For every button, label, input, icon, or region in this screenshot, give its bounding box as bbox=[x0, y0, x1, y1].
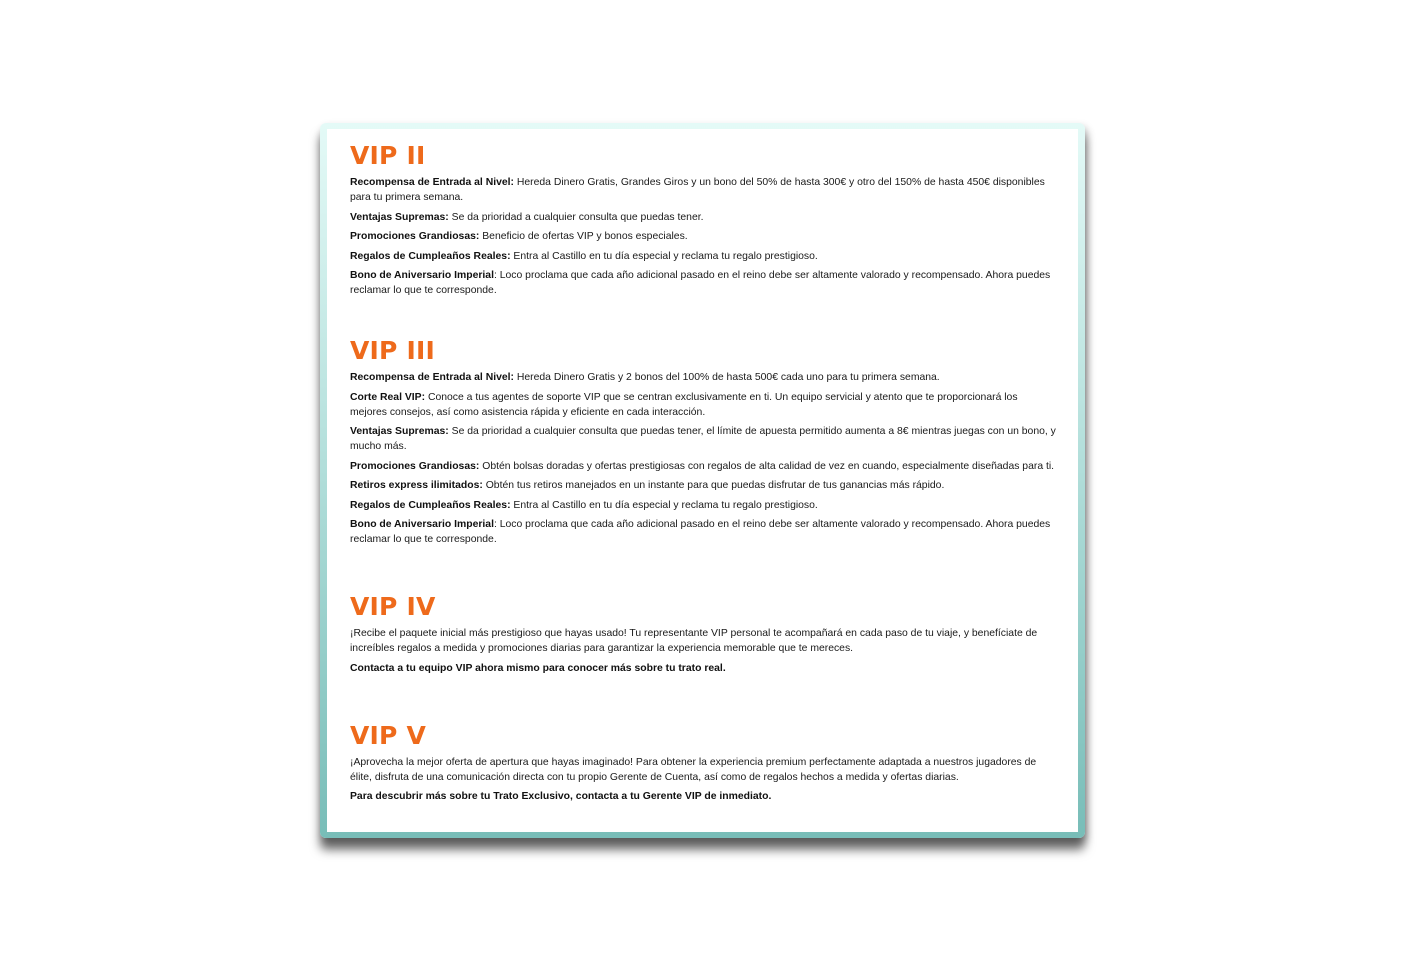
benefit-label: Recompensa de Entrada al Nivel: bbox=[350, 177, 514, 188]
benefit-item bbox=[350, 498, 1056, 513]
benefit-label: Promociones Grandiosas: bbox=[350, 460, 480, 472]
vip-v-title: VIP V bbox=[350, 720, 427, 750]
benefit-text: Se da prioridad a cualquier consulta que puedas tener, el límite de apuesta permitido aumenta a 8€ mientras juegas con un bono, y mucho más. bbox=[350, 426, 1056, 452]
benefit-label: Regalos de Cumpleaños Reales: bbox=[350, 250, 511, 262]
benefit-item bbox=[350, 370, 1056, 385]
vip-ii-section bbox=[350, 141, 1056, 298]
benefit-label: Regalos de Cumpleaños Reales: bbox=[350, 499, 511, 511]
vip-iv-title: VIP IV bbox=[350, 592, 436, 621]
benefit-text: Obtén bolsas doradas y ofertas prestigiosas con regalos de alta calidad de vez en cuando, especialmente diseñadas para ti. bbox=[479, 460, 1055, 472]
benefit-item bbox=[350, 390, 1056, 420]
benefit-text: : Loco proclama que cada año adicional pasado en el reino debe ser altamente valorado y recompensado. Ahora puedes reclamar lo que te corresponde. bbox=[350, 270, 1051, 296]
benefit-label: Recompensa de Entrada al Nivel: bbox=[350, 372, 514, 383]
vip-iv-cta: Contacta a tu equipo VIP ahora mismo para conocer más sobre tu trato real. bbox=[350, 662, 726, 674]
benefit-item bbox=[350, 517, 1056, 547]
vip-levels-panel bbox=[327, 129, 1078, 832]
benefit-label: Bono de Aniversario Imperial bbox=[350, 270, 494, 281]
vip-ii-title: VIP II bbox=[350, 141, 426, 170]
benefit-text: Beneficio de ofertas VIP y bonos especiales. bbox=[479, 231, 688, 242]
benefit-text: Entra al Castillo en tu día especial y reclama tu regalo prestigioso. bbox=[510, 499, 818, 511]
benefit-item bbox=[350, 175, 1056, 205]
benefit-text: Obtén tus retiros manejados en un instante para que puedas disfrutar de tus ganancias más rápido. bbox=[482, 480, 945, 491]
benefit-label: Corte Real VIP: bbox=[350, 391, 426, 403]
benefit-item bbox=[350, 478, 1056, 493]
vip-v-cta: Para descubrir más sobre tu Trato Exclusivo, contacta a tu Gerente VIP de inmediato. bbox=[350, 791, 772, 802]
benefit-text: Hereda Dinero Gratis, Grandes Giros y un bono del 50% de hasta 300€ y otro del 150% de hasta 450€ disponibles para tu primera semana. bbox=[350, 177, 1045, 203]
vip-v-section bbox=[350, 721, 1056, 805]
vip-v-intro: ¡Aprovecha la mejor oferta de apertura que hayas imaginado! Para obtener la experiencia premium perfectamente adaptada a nuestros jugadores de élite, disfruta de una comunicación directa con tu propio Gerente de Cuenta, así como de regalos hechos a medida y ofertas diarias. bbox=[350, 756, 1037, 783]
benefit-item bbox=[350, 424, 1056, 454]
vip-iv-intro: ¡Recibe el paquete inicial más prestigioso que hayas usado! Tu representante VIP personal te acompañará en cada paso de tu viaje, y benefíciate de increíbles regalos a medida y promociones diarias para garantizar la experiencia memorable que te mereces. bbox=[350, 628, 1038, 654]
benefit-label: Retiros express ilimitados: bbox=[350, 480, 483, 491]
benefit-item bbox=[350, 268, 1056, 298]
benefit-text: Se da prioridad a cualquier consulta que puedas tener. bbox=[448, 211, 704, 223]
benefit-label: Promociones Grandiosas: bbox=[350, 231, 480, 242]
benefit-item bbox=[350, 459, 1056, 474]
benefit-text: Hereda Dinero Gratis y 2 bonos del 100% de hasta 500€ cada uno para tu primera semana. bbox=[514, 372, 940, 383]
benefit-item bbox=[350, 210, 1056, 225]
benefit-text: : Loco proclama que cada año adicional pasado en el reino debe ser altamente valorado y recompensado. Ahora puedes reclamar lo que te corresponde. bbox=[350, 519, 1051, 545]
benefit-item bbox=[350, 229, 1056, 244]
benefit-label: Ventajas Supremas: bbox=[350, 211, 449, 223]
vip-iv-section bbox=[350, 592, 1056, 676]
benefit-text: Conoce a tus agentes de soporte VIP que se centran exclusivamente en ti. Un equipo servicial y atento que te proporcionará los mejores consejos, así como asistencia rápida y eficiente en cada interacción. bbox=[350, 391, 1018, 418]
vip-iii-section bbox=[350, 336, 1056, 547]
benefit-label: Ventajas Supremas: bbox=[350, 426, 449, 437]
benefit-item bbox=[350, 249, 1056, 264]
vip-iii-title: VIP III bbox=[350, 336, 435, 365]
benefit-text: Entra al Castillo en tu día especial y reclama tu regalo prestigioso. bbox=[510, 250, 818, 262]
benefit-label: Bono de Aniversario Imperial bbox=[350, 519, 494, 530]
